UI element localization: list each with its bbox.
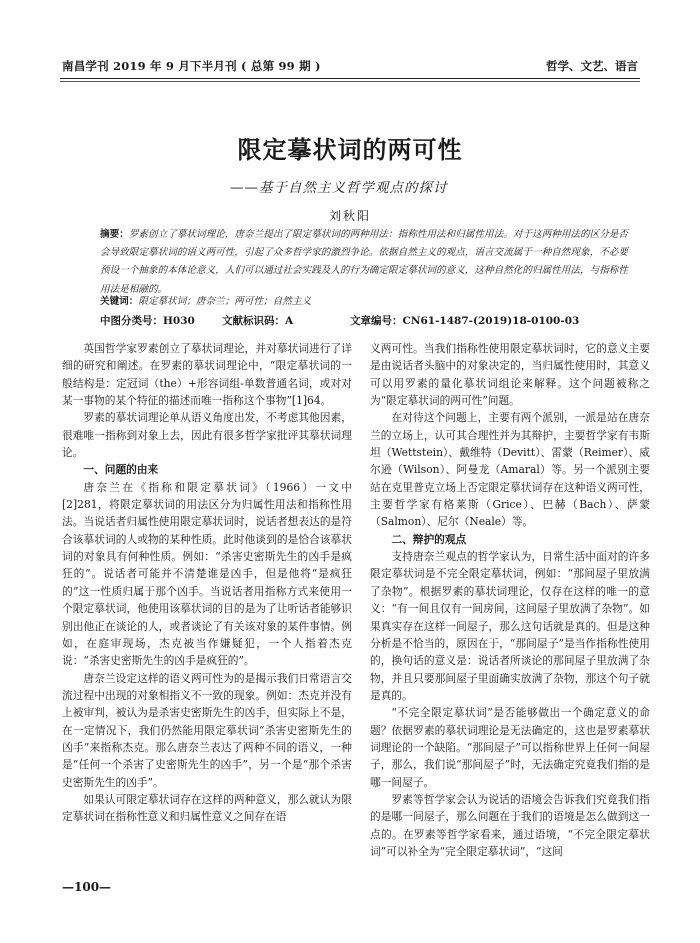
keywords-text: 限定摹状词；唐奈兰；两可性；自然主义 xyxy=(138,296,312,307)
body-paragraph: 罗素等哲学家会认为说话的语境会告诉我们究竟我们指的是哪一间屋子，那么问题在于我们的语境是怎么做到这一点的。在罗素等哲学家看来，通过语境，“不完全限定摹状词”可以补全为“完全限定摹状词”，“这间 xyxy=(370,792,650,858)
body-column-left xyxy=(62,340,352,826)
section-heading: 一、问题的由来 xyxy=(83,463,159,477)
body-paragraph: 支持唐奈兰观点的哲学家认为，日常生活中面对的许多限定摹状词是不完全限定摹状词，例如：“那间屋子里放满了杂物”。根据罗素的摹状词理论，仅存在这样的唯一的意义：“有一间且仅有一间房间，这间屋子里放满了杂物”。如果真实存在这样一间屋子，那么这句话就是真的。但是这种分析是不恰当的，原因在于，“那间屋子”是当作指称性使用的，换句话的意义是：说话者所谈论的那间屋子里放满了杂物，并且只要那间屋子里面确实放满了杂物，那这个句子就是真的。 xyxy=(370,550,650,702)
section-header: 哲学、文艺、语言 xyxy=(546,59,638,73)
body-column-right xyxy=(370,340,650,860)
section-heading: 二、辩护的观点 xyxy=(391,532,467,546)
article-number: 文章编号：CN61-1487-(2019)18-0100-03 xyxy=(350,315,580,327)
abstract-label: 摘要： xyxy=(100,229,129,240)
body-paragraph: 罗素的摹状词理论单从语义角度出发，不考虑其他因素，很难唯一指称到对象上去，因此有很多哲学家批评其摹状词理论。 xyxy=(62,411,352,460)
document-code: 文献标识码：A xyxy=(222,315,294,327)
body-paragraph: 在对待这个问题上，主要有两个派别，一派是站在唐奈兰的立场上，认可其合理性并为其辩护，主要哲学家有韦斯坦（Wettstein）、戴维特（Devitt）、雷蒙（Reimer）、威尔逊（Wilson）、阿曼龙（Amaral）等。另一个派别主要站在克里普克立场上否定限定摹状词存在这种语义两可性，主要哲学家有格莱斯（Grice）、巴赫（Bach）、萨蒙（Salmon）、尼尔（Neale）等。 xyxy=(370,411,650,529)
abstract-text: 罗素创立了摹状词理论，唐奈兰提出了限定摹状词的两种用法：指称性用法和归属性用法。对于这两种用法的区分是否会导致限定摹状词的语义两可性，引起了众多哲学家的激烈争论。依据自然主义的观点，语言交流属于一种自然现象，不必要预设一个抽象的本体论意义，人们可以通过社会实践及人的行为确定限定摹状词的意义，这种自然化的归属性用法，与指称性用法是相融的。 xyxy=(100,229,629,295)
body-paragraph: “不完全限定摹状词”是否能够做出一个确定意义的命题？依据罗素的摹状词理论是无法确定的，这也是罗素摹状词理论的一个缺陷。“那间屋子”可以指称世界上任何一间屋子，那么，我们说“那间屋子”时，无法确定究竟我们指的是哪一间屋子。 xyxy=(370,706,650,789)
article-subtitle: ——基于自然主义哲学观点的探讨 xyxy=(230,180,448,196)
page-number: —100— xyxy=(62,880,112,894)
journal-header: 南昌学刊 2019 年 9 月下半月刊 ( 总第 99 期 ) xyxy=(62,59,321,73)
body-paragraph: 唐奈兰在《指称和限定摹状词》（1966）一文中[2]281，将限定摹状词的用法区分为归属性用法和指称性用法。当说话者归属性使用限定摹状词时，说话者想表达的是符合该摹状词的人或物的某种性质。此时他谈到的是恰合该摹状词的对象具有何种性质。例如：“杀害史密斯先生的凶手是疯狂的”。说话者可能并不清楚谁是凶手，但是他将“是疯狂的”这一性质归属于那个凶手。当说话者用指称方式来使用一个限定摹状词，他使用该摹状词的目的是为了让听话者能够识别出他正在谈论的人，或者谈论了有关该对象的某件事情。例如，在庭审现场，杰克被当作嫌疑犯，一个人指着杰克说：“杀害史密斯先生的凶手是疯狂的”。 xyxy=(62,480,352,668)
header-rule xyxy=(60,78,640,79)
article-author: 刘秋阳 xyxy=(328,209,371,223)
body-paragraph: 如果认可限定摹状词存在这样的两种意义，那么就认为限定摹状词在指称性意义和归属性意义之间存在语 xyxy=(62,792,352,824)
body-paragraph: 唐奈兰设定这样的语义两可性为的是揭示我们日常语言交流过程中出现的对象相指义不一致的现象。例如：杰克并没有上被审判，被认为是杀害史密斯先生的凶手，但实际上不是，在一定情况下，我们仍然能用限定摹状词“杀害史密斯先生的凶手”来指称杰克。那么唐奈兰表达了两种不同的语义，一种是“任何一个杀害了史密斯先生的凶手”，另一个是“那个杀害史密斯先生的凶手”。 xyxy=(62,671,352,789)
keywords xyxy=(100,293,628,307)
article-title: 限定摹状词的两可性 xyxy=(237,135,463,164)
header-rule-thin xyxy=(60,81,640,82)
keywords-label: 关键词： xyxy=(100,296,139,307)
clc-number: 中图分类号：H030 xyxy=(100,315,195,327)
abstract xyxy=(100,226,628,299)
body-paragraph: 英国哲学家罗素创立了摹状词理论，并对摹状词进行了详细的研究和阐述。在罗素的摹状词理论中，“限定摹状词的一般结构是：定冠词（the）+形容词组-单数普通名词，或对对某一事物的某个特征的描述而唯一指称这个事物”[1]64。 xyxy=(62,342,352,408)
body-paragraph: 义两可性。当我们指称性使用限定摹状词时，它的意义主要是由说话者头脑中的对象决定的，当归属性使用时，其意义可以用罗素的量化摹状词组论来解释。这个问题被称之为“限定摹状词的两可性”问题。 xyxy=(370,342,650,408)
